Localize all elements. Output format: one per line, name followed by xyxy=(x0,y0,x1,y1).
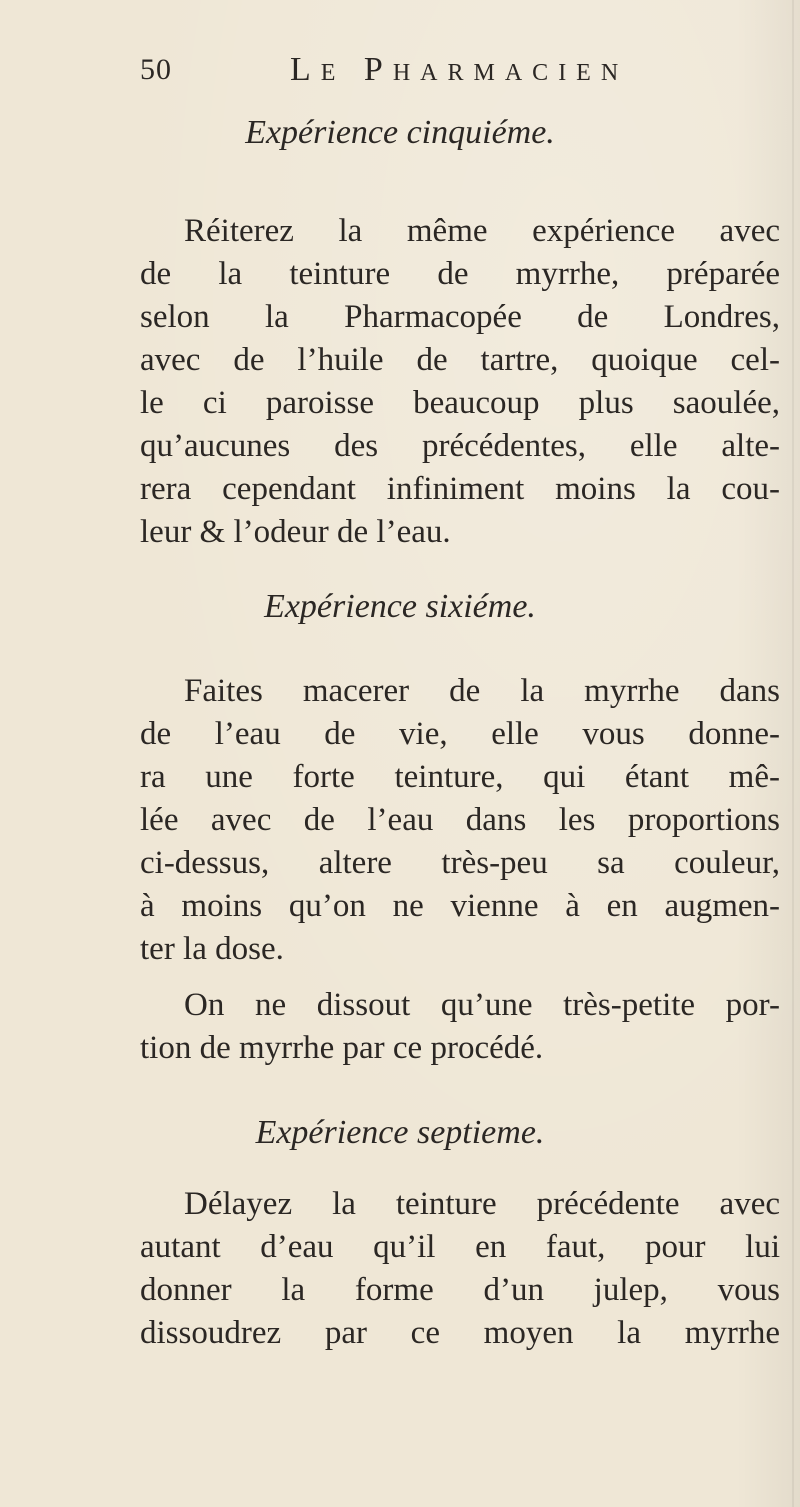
text-line: selon la Pharmacopée de Londres, xyxy=(140,299,780,335)
page-number: 50 xyxy=(140,53,172,86)
paragraph-experience-6 xyxy=(140,670,780,971)
text-line: ter la dose. xyxy=(140,931,284,967)
text-line: autant d’eau qu’il en faut, pour lui xyxy=(140,1229,780,1265)
text-line: lée avec de l’eau dans les proportions xyxy=(140,802,780,838)
text-line: ci-dessus, altere très-peu sa couleur, xyxy=(140,845,780,881)
text-line: à moins qu’on ne vienne à en augmen- xyxy=(140,888,780,924)
running-header xyxy=(140,48,700,92)
paragraph-experience-6-note xyxy=(140,984,780,1070)
running-title: Le Pharmacien xyxy=(290,51,629,88)
text-line: qu’aucunes des précédentes, elle alte- xyxy=(140,428,780,464)
page-edge-shadow xyxy=(792,0,794,1507)
text-line: de l’eau de vie, elle vous donne- xyxy=(140,716,780,752)
text-line: tion de myrrhe par ce procédé. xyxy=(140,1030,544,1066)
text-line: donner la forme d’un julep, vous xyxy=(140,1272,780,1308)
paragraph-experience-5 xyxy=(140,210,780,554)
paragraph-experience-7 xyxy=(140,1183,780,1355)
section-heading-6: Expérience sixiéme. xyxy=(264,588,536,625)
text-line: rera cependant infiniment moins la cou- xyxy=(140,471,780,507)
text-line: le ci paroisse beaucoup plus saoulée, xyxy=(140,385,780,421)
text-line: dissoudrez par ce moyen la myrrhe xyxy=(140,1315,780,1351)
text-line: ra une forte teinture, qui étant mê- xyxy=(140,759,780,795)
text-line: de la teinture de myrrhe, préparée xyxy=(140,256,780,292)
section-heading-5: Expérience cinquiéme. xyxy=(245,114,555,151)
section-heading-7: Expérience septieme. xyxy=(255,1114,545,1151)
text-line: leur & l’odeur de l’eau. xyxy=(140,514,451,550)
text-line: On ne dissout qu’une très-petite por- xyxy=(184,987,780,1023)
text-line: Délayez la teinture précédente avec xyxy=(184,1186,780,1222)
text-line: Réiterez la même expérience avec xyxy=(184,213,780,249)
text-line: avec de l’huile de tartre, quoique cel- xyxy=(140,342,780,378)
text-line: Faites macerer de la myrrhe dans xyxy=(184,673,780,709)
